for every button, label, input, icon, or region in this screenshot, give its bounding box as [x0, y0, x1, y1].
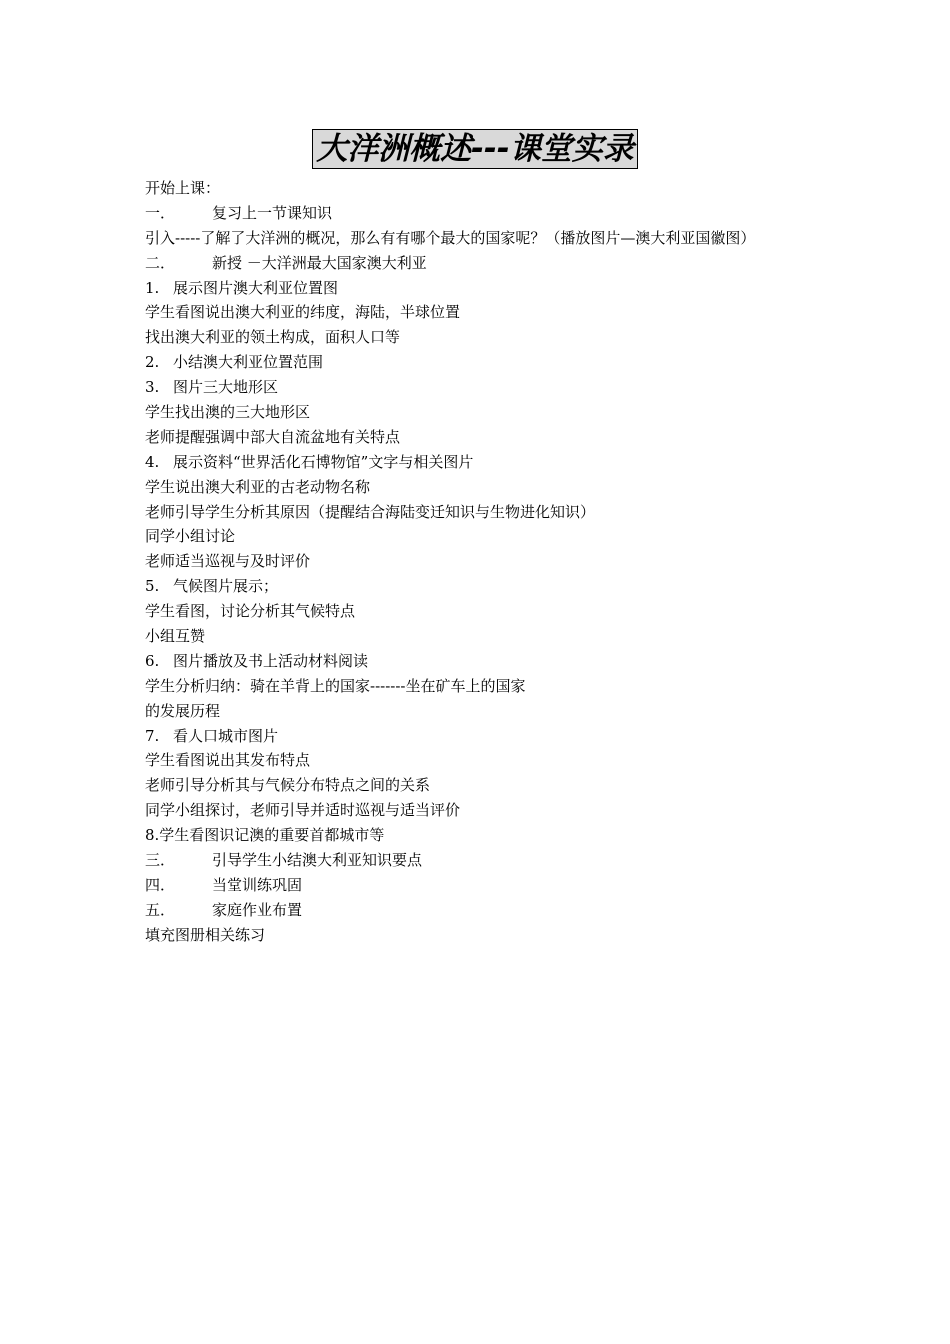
- section-four: [145, 873, 845, 898]
- item-text: 小结澳大利亚位置范围: [173, 353, 324, 372]
- section-number: 二．: [145, 253, 176, 272]
- text-line: 找出澳大利亚的领土构成，面积人口等: [145, 328, 401, 347]
- item-3: [145, 375, 845, 400]
- item-text: 图片三大地形区: [173, 378, 279, 397]
- section-text: 家庭作业布置: [212, 900, 303, 919]
- section-number: 五．: [145, 900, 176, 919]
- item-number: 1.: [145, 278, 160, 297]
- item-text: 看人口城市图片: [173, 726, 279, 745]
- item-number: 4.: [145, 452, 160, 471]
- section-text: 当堂训练巩固: [212, 875, 303, 894]
- text-line: 学生看图，讨论分析其气候特点: [145, 602, 356, 621]
- text-line: 的发展历程: [145, 701, 221, 720]
- text-line: 学生分析归纳：骑在羊背上的国家-------坐在矿车上的国家: [145, 676, 526, 695]
- section-number: 四．: [145, 875, 176, 894]
- text-line: 小组互赞: [145, 627, 206, 646]
- section-text: 复习上一节课知识: [212, 203, 333, 222]
- text-line: 老师引导学生分析其原因（提醒结合海陆变迁知识与生物进化知识）: [145, 502, 596, 521]
- document-title: 大洋洲概述---课堂实录: [312, 129, 638, 169]
- section-five: [145, 898, 845, 923]
- text-line: 学生看图说出其发布特点: [145, 751, 311, 770]
- item-text: 展示资料“世界活化石博物馆”文字与相关图片: [173, 452, 474, 471]
- text-line: 学生说出澳大利亚的古老动物名称: [145, 477, 371, 496]
- item-5: [145, 574, 845, 599]
- item-2: [145, 350, 845, 375]
- line-start-class: 开始上课：: [145, 179, 221, 197]
- document-body: [145, 176, 845, 948]
- item-text: 展示图片澳大利亚位置图: [173, 278, 339, 297]
- section-text: 引导学生小结澳大利亚知识要点: [212, 851, 423, 870]
- section-number: 三．: [145, 851, 176, 870]
- line-intro: 引入-----了解了大洋洲的概况，那么有有哪个最大的国家呢？（播放图片—澳大利亚国徽图）: [145, 228, 756, 247]
- item-number: 2.: [145, 353, 160, 372]
- text-line: 老师提醒强调中部大自流盆地有关特点: [145, 427, 401, 446]
- text-line: 老师引导分析其与气候分布特点之间的关系: [145, 776, 431, 795]
- item-text: 图片播放及书上活动材料阅读: [173, 651, 369, 670]
- item-number: 7.: [145, 726, 160, 745]
- item-number: 5.: [145, 577, 160, 596]
- item-number: 6.: [145, 651, 160, 670]
- text-line: 填充图册相关练习: [145, 925, 266, 944]
- section-two: [145, 251, 845, 276]
- item-number: 3.: [145, 378, 160, 397]
- section-number: 一．: [145, 203, 176, 222]
- item-4: [145, 450, 845, 475]
- text-line: 同学小组讨论: [145, 527, 236, 546]
- section-text: 新授 －大洋洲最大国家澳大利亚: [212, 253, 427, 272]
- text-line: 老师适当巡视与及时评价: [145, 552, 311, 571]
- section-one: [145, 201, 845, 226]
- item-text: 气候图片展示；: [173, 577, 279, 596]
- item-7: [145, 724, 845, 749]
- text-line: 学生找出澳的三大地形区: [145, 403, 311, 422]
- section-three: [145, 848, 845, 873]
- text-line: 学生看图说出澳大利亚的纬度，海陆，半球位置: [145, 303, 461, 322]
- item-8: 8.学生看图识记澳的重要首都城市等: [145, 826, 385, 845]
- text-line: 同学小组探讨，老师引导并适时巡视与适当评价: [145, 801, 461, 820]
- item-1: [145, 276, 845, 301]
- item-6: [145, 649, 845, 674]
- title-container: [0, 129, 950, 169]
